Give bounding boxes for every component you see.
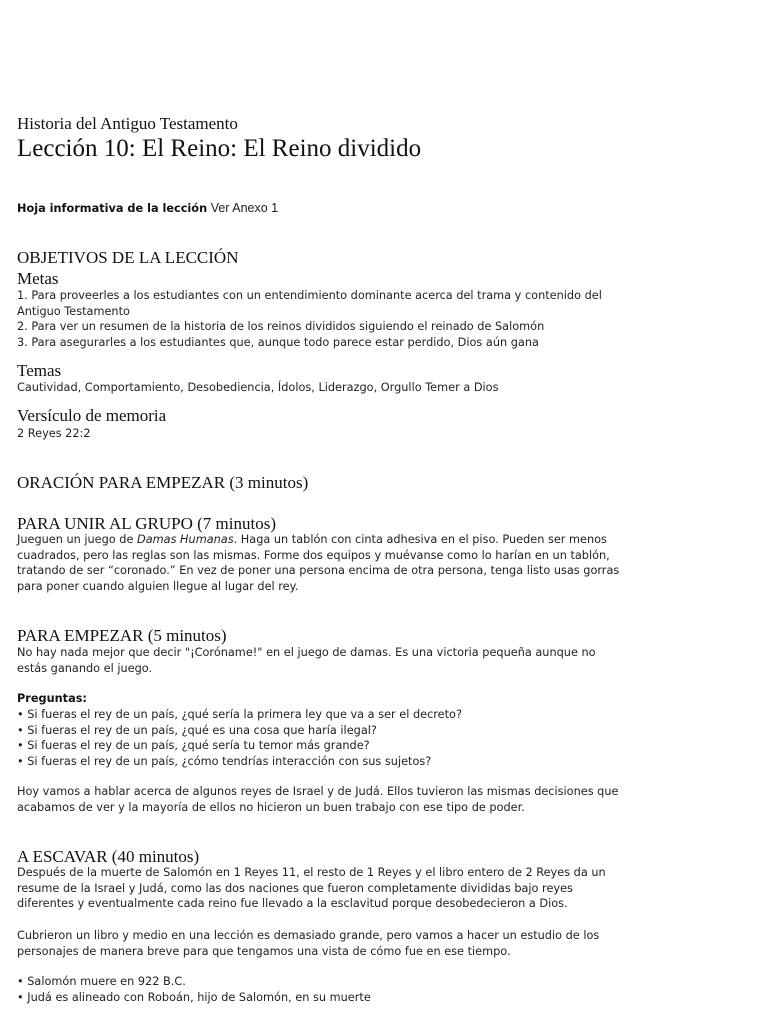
dig-bullet-item: • Judá es alineado con Roboán, hijo de Salomón, en su muerte xyxy=(17,990,632,1006)
dig-bullet-item: • Salomón muere en 922 B.C. xyxy=(17,974,632,990)
start-intro: No hay nada mejor que decir "¡Coróname!" en el juego de damas. Es una victoria pequeña aunque no estás ganando el juego. xyxy=(17,646,596,675)
goals-list xyxy=(17,288,632,350)
goal-item: 2. Para ver un resumen de la historia de los reinos divididos siguiendo el reinado de Salomón xyxy=(17,320,545,334)
group-text xyxy=(17,532,625,594)
goal-item: 3. Para asegurarles a los estudiantes que, aunque todo parece estar perdido, Dios aún gana xyxy=(17,335,539,349)
dig-paragraph-1: Después de la muerte de Salomón en 1 Reyes 11, el resto de 1 Reyes y el libro entero de 2 Reyes da un resume de la Israel y Judá, como las dos naciones que fueron completamente divididas bajo reyes diferentes y eventualmente cada reino fue llevado a la esclavitud porque desobedecieron a Dios. xyxy=(17,866,606,911)
question-item: • Si fueras el rey de un país, ¿qué es una cosa que haría ilegal? xyxy=(17,723,632,739)
start-closing: Hoy vamos a hablar acerca de algunos reyes de Israel y de Judá. Ellos tuvieron las mismas decisiones que acabamos de ver y la mayoría de ellos no hicieron un buen trabajo con ese tipo de poder. xyxy=(17,785,619,814)
dig-heading: A ESCAVAR (40 minutos) xyxy=(17,847,200,866)
group-text-before: Jueguen un juego de xyxy=(17,533,138,546)
info-sheet-label: Hoja informativa de la lección xyxy=(17,202,208,215)
themes-heading: Temas xyxy=(17,361,62,380)
questions-label-text: Preguntas: xyxy=(17,692,87,705)
dig-paragraph-2: Cubrieron un libro y medio en una lección es demasiado grande, pero vamos a hacer un estudio de los personajes de manera breve para que tengamos una vista de cómo fue en ese tiempo. xyxy=(17,929,600,958)
memory-verse: 2 Reyes 22:2 xyxy=(17,427,91,440)
info-sheet-value: Ver Anexo 1 xyxy=(210,201,279,215)
questions-list xyxy=(17,707,632,769)
memory-heading: Versículo de memoria xyxy=(17,406,167,425)
group-text-after: . Haga un tablón con cinta adhesiva en el piso. Pueden ser menos cuadrados, pero las reglas son las mismas. Forme dos equipos y muévanse como lo harían en un tablón, tratando de ser “coronado.” En vez de poner una persona encima de otra persona, tenga listo usas gorras para poner cuando alguien llegue al lugar del rey. xyxy=(17,533,620,593)
themes-text: Cautividad, Comportamiento, Desobediencia, Ídolos, Liderazgo, Orgullo Temer a Dios xyxy=(17,381,499,394)
question-item: • Si fueras el rey de un país, ¿cómo tendrías interacción con sus sujetos? xyxy=(17,754,632,770)
course-title: Historia del Antiguo Testamento xyxy=(17,114,238,133)
goals-heading: Metas xyxy=(17,269,59,288)
group-heading: PARA UNIR AL GRUPO (7 minutos) xyxy=(17,514,276,533)
questions-label xyxy=(17,691,87,707)
game-name: Damas Humanas xyxy=(137,533,234,546)
objectives-heading: OBJETIVOS DE LA LECCIÓN xyxy=(17,248,239,267)
info-sheet-line xyxy=(17,201,278,217)
question-item: • Si fueras el rey de un país, ¿qué sería la primera ley que va a ser el decreto? xyxy=(17,707,632,723)
start-heading: PARA EMPEZAR (5 minutos) xyxy=(17,626,227,645)
opening-prayer-heading: ORACIÓN PARA EMPEZAR (3 minutos) xyxy=(17,473,309,492)
lesson-title: Lección 10: El Reino: El Reino dividido xyxy=(17,135,422,162)
question-item: • Si fueras el rey de un país, ¿qué sería tu temor más grande? xyxy=(17,738,632,754)
dig-bullets xyxy=(17,974,632,1005)
goal-item: 1. Para proveerles a los estudiantes con un entendimiento dominante acerca del trama y contenido del Antiguo Testamento xyxy=(17,289,602,318)
